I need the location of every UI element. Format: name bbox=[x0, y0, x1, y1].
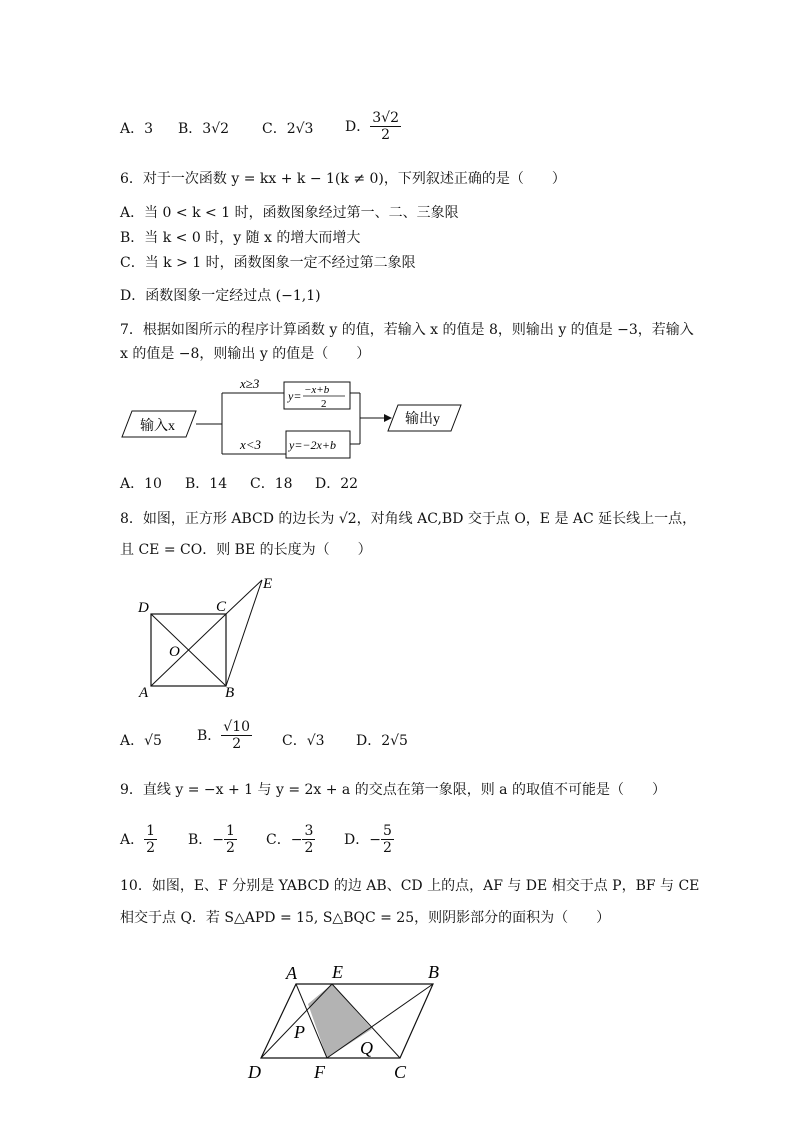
flow-output-text: 输出y bbox=[405, 412, 440, 427]
q9-d-numerator: 5 bbox=[382, 823, 392, 839]
q10-stem-line2: 相交于点 Q．若 S△APD = 15, S△BQC = 25，则阴影部分的面积为（ ） bbox=[120, 910, 611, 926]
flow-cond-top: x≥3 bbox=[240, 376, 260, 391]
q5-d-denominator: 2 bbox=[381, 127, 391, 143]
q8-option-d: D．2√5 bbox=[356, 733, 408, 749]
flow-cond-bottom: x<3 bbox=[240, 437, 262, 452]
q9-b-sign: − bbox=[212, 831, 225, 848]
label-e: E bbox=[263, 576, 273, 592]
label-c: C bbox=[394, 1062, 407, 1082]
q6-option-c: C．当 k > 1 时，函数图象一定不经过第二象限 bbox=[120, 255, 416, 271]
label-e: E bbox=[332, 962, 343, 982]
q8-option-c: C．√3 bbox=[282, 733, 325, 749]
q9-a-numerator: 1 bbox=[146, 823, 156, 839]
q8-option-b-label: B． bbox=[197, 727, 222, 744]
q6-option-b: B．当 k < 0 时，y 随 x 的增大而增大 bbox=[120, 230, 361, 246]
q5-option-c: C．2√3 bbox=[262, 121, 314, 137]
q5-option-b: B．3√2 bbox=[178, 121, 230, 137]
q5-option-a: A．3 bbox=[120, 121, 154, 137]
flow-formula-top-den: 2 bbox=[321, 398, 327, 410]
flow-formula-bottom: y=−2x+b bbox=[289, 438, 336, 452]
q9-b-denominator: 2 bbox=[226, 840, 235, 856]
q9-a-denominator: 2 bbox=[146, 840, 156, 856]
q9-d-denominator: 2 bbox=[382, 840, 392, 856]
q7-stem-line2: x 的值是 −8，则输出 y 的值是（ ） bbox=[120, 346, 371, 362]
q9-a-label: A． bbox=[120, 831, 145, 848]
q10-stem-line1: 10．如图，E、F 分别是 YABCD 的边 AB、CD 上的点，AF 与 DE 相交于点 P，BF 与 CE bbox=[120, 878, 700, 894]
q6-stem: 6．对于一次函数 y = kx + k − 1(k ≠ 0)，下列叙述正确的是（ ） bbox=[120, 171, 566, 187]
q6-option-d: D．函数图象一定经过点 (−1,1) bbox=[120, 288, 321, 304]
label-p: P bbox=[294, 1022, 305, 1042]
flow-input-text: 输入x bbox=[140, 419, 175, 434]
q5-option-d-label: D． bbox=[345, 118, 371, 135]
label-d: D bbox=[248, 1062, 261, 1082]
q6-option-a: A．当 0 < k < 1 时，函数图象经过第一、二、三象限 bbox=[120, 205, 459, 221]
q9-stem: 9．直线 y = −x + 1 与 y = 2x + a 的交点在第一象限，则 a 的取值不可能是（ ） bbox=[120, 782, 666, 798]
flow-formula-top-num: −x+b bbox=[304, 384, 330, 396]
label-a: A bbox=[139, 685, 149, 701]
label-d: D bbox=[138, 600, 149, 616]
q8-b-denominator: 2 bbox=[232, 736, 242, 752]
q7-stem-line1: 7．根据如图所示的程序计算函数 y 的值，若输入 x 的值是 8，则输出 y 的值是 −3，若输入 bbox=[120, 322, 694, 338]
flow-formula-top-prefix: y= bbox=[288, 389, 302, 403]
q8-option-a: A．√5 bbox=[120, 733, 162, 749]
q8-stem-line1: 8．如图，正方形 ABCD 的边长为 √2，对角线 AC,BD 交于点 O，E 是 AC 延长线上一点， bbox=[120, 511, 697, 527]
label-b: B bbox=[225, 685, 235, 701]
q8-stem-line2: 且 CE = CO．则 BE 的长度为（ ） bbox=[120, 542, 372, 558]
q8-b-numerator: √10 bbox=[223, 719, 251, 735]
q7-option-b: B．14 bbox=[185, 476, 228, 492]
q9-b-label: B． bbox=[188, 831, 213, 848]
q9-c-sign: − bbox=[290, 831, 303, 848]
q9-b-numerator: 1 bbox=[226, 823, 235, 839]
q7-option-a: A．10 bbox=[120, 476, 162, 492]
q9-d-sign: − bbox=[369, 831, 381, 848]
q9-d-label: D． bbox=[344, 831, 370, 848]
q9-c-numerator: 3 bbox=[304, 823, 314, 839]
q9-c-denominator: 2 bbox=[304, 840, 314, 856]
label-q: Q bbox=[360, 1038, 373, 1058]
label-c: C bbox=[216, 599, 227, 615]
q7-option-c: C．18 bbox=[250, 476, 293, 492]
q5-d-numerator: 3√2 bbox=[372, 110, 399, 126]
q7-option-d: D．22 bbox=[315, 476, 359, 492]
label-f: F bbox=[314, 1062, 325, 1082]
label-o: O bbox=[169, 644, 180, 660]
label-b: B bbox=[428, 962, 439, 982]
label-a: A bbox=[286, 963, 297, 983]
q9-c-label: C． bbox=[266, 831, 291, 848]
